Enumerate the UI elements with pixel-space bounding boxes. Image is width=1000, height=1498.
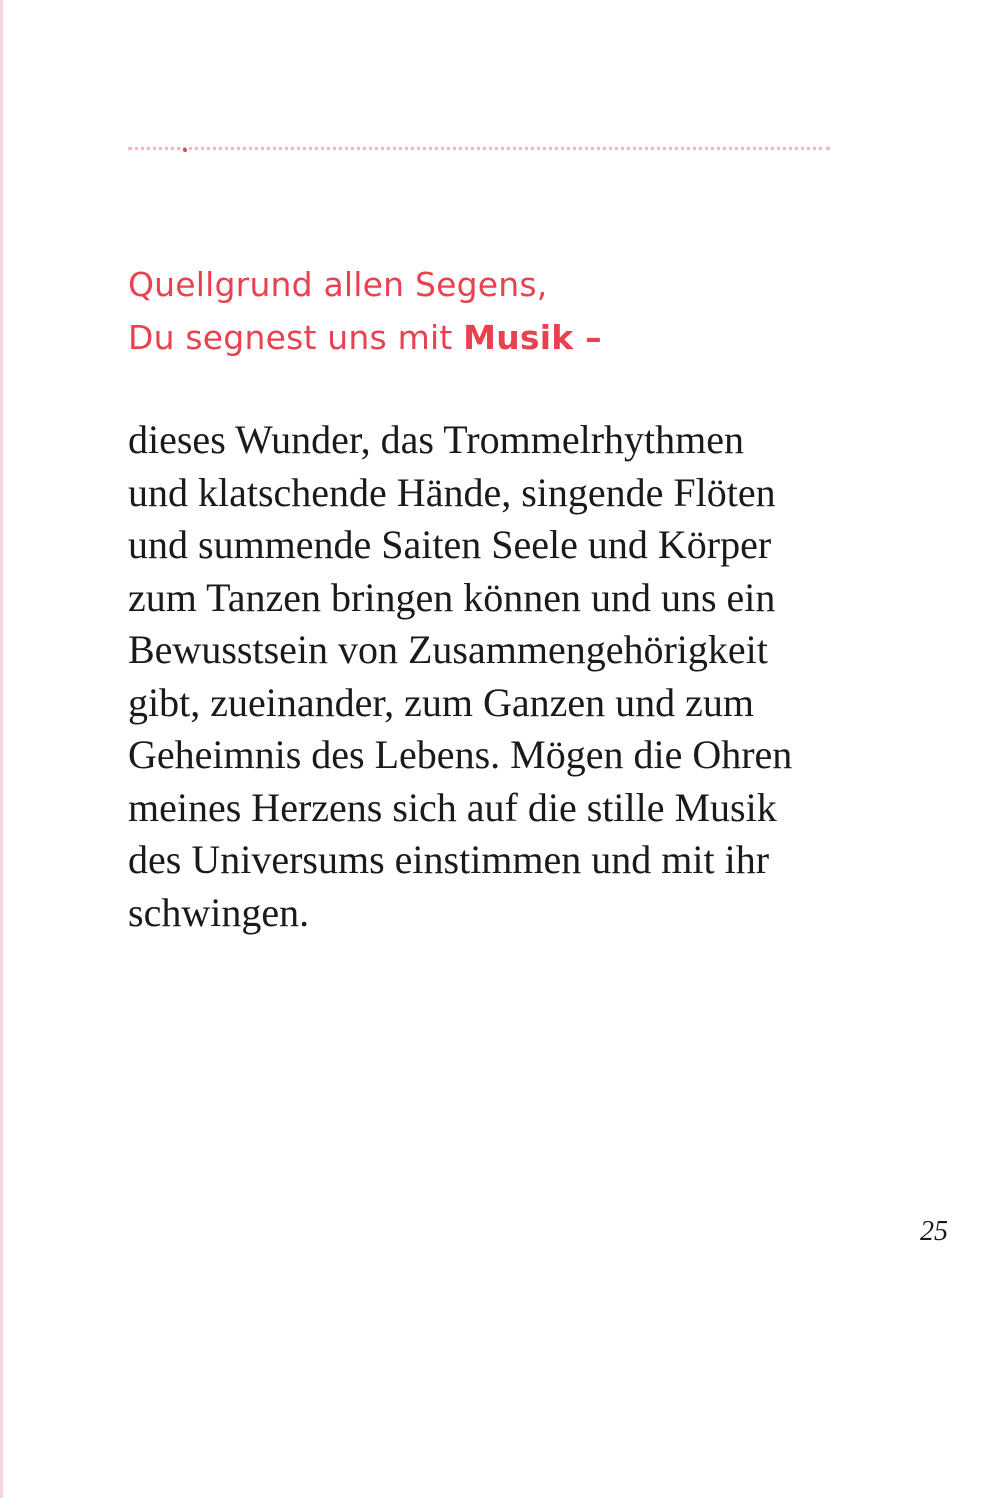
heading-line-2-text: Du segnest uns mit bbox=[128, 318, 464, 357]
body-line: schwingen. bbox=[128, 889, 310, 935]
prayer-heading bbox=[128, 258, 888, 364]
body-line: des Universums einstimmen und mit ihr bbox=[128, 837, 770, 882]
body-line: Geheimnis des Lebens. Mögen die Ohren bbox=[128, 732, 793, 777]
body-line: und klatschende Hände, singende Flöten bbox=[128, 469, 776, 515]
dotted-divider bbox=[128, 147, 830, 150]
body-line: Bewusstsein von Zusammengehörigkeit bbox=[128, 627, 768, 672]
body-line: und summende Saiten Seele und Körper bbox=[128, 522, 772, 567]
body-line: meines Herzens sich auf die stille Musik bbox=[128, 784, 777, 830]
page-edge bbox=[0, 0, 3, 1498]
heading-line-1: Quellgrund allen Segens, bbox=[128, 265, 548, 304]
heading-line-2 bbox=[128, 311, 888, 364]
prayer-body bbox=[128, 414, 888, 939]
divider-marker-dot bbox=[183, 148, 187, 152]
body-line: dieses Wunder, das Trommelrhythmen bbox=[128, 417, 744, 462]
page-number: 25 bbox=[920, 1216, 948, 1247]
body-line: gibt, zueinander, zum Ganzen und zum bbox=[128, 679, 754, 725]
heading-emphasis: Musik – bbox=[463, 318, 602, 357]
body-line: zum Tanzen bringen können und uns ein bbox=[128, 574, 776, 620]
